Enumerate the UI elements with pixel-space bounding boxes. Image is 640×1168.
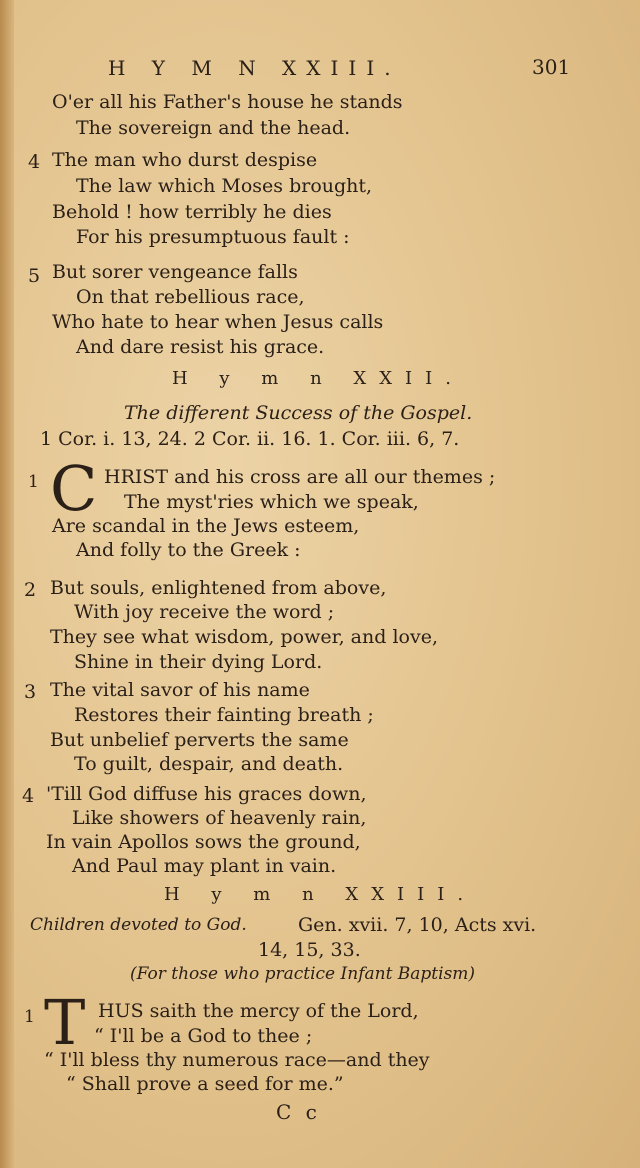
drop-cap: C bbox=[50, 452, 98, 525]
verse-line: In vain Apollos sows the ground, bbox=[46, 831, 361, 853]
hymn-title: H y m n XXII. bbox=[172, 368, 464, 389]
scripture-reference: 1 Cor. i. 13, 24. 2 Cor. ii. 16. 1. Cor. iii. 6, 7. bbox=[40, 428, 460, 450]
verse-line: On that rebellious race, bbox=[76, 286, 305, 308]
verse-line: O'er all his Father's house he stands bbox=[52, 91, 403, 113]
page-number: 301 bbox=[532, 55, 571, 79]
verse-line: But souls, enlightened from above, bbox=[50, 577, 387, 599]
verse-line: HUS saith the mercy of the Lord, bbox=[98, 1000, 419, 1022]
verse-line: And Paul may plant in vain. bbox=[72, 855, 337, 877]
drop-cap: T bbox=[44, 986, 86, 1059]
verse-number: 4 bbox=[22, 785, 35, 807]
verse-line: Shine in their dying Lord. bbox=[74, 651, 323, 673]
verse-line: With joy receive the word ; bbox=[74, 601, 335, 623]
hymn-subtitle: The different Success of the Gospel. bbox=[124, 402, 473, 424]
verse-line: “ I'll be a God to thee ; bbox=[94, 1025, 313, 1047]
scripture-reference-continued: 14, 15, 33. bbox=[258, 939, 361, 961]
verse-line: Like showers of heavenly rain, bbox=[72, 807, 367, 829]
verse-line: Who hate to hear when Jesus calls bbox=[52, 311, 384, 333]
verse-line: But sorer vengeance falls bbox=[52, 261, 298, 283]
verse-line: Behold ! how terribly he dies bbox=[52, 201, 332, 223]
hymn-title: H y m n XXIII. bbox=[164, 884, 477, 905]
scripture-reference: Gen. xvii. 7, 10, Acts xvi. bbox=[298, 914, 537, 936]
verse-number: 1 bbox=[24, 1007, 35, 1027]
verse-line: And dare resist his grace. bbox=[76, 336, 325, 358]
verse-line: Are scandal in the Jews esteem, bbox=[52, 515, 360, 537]
verse-line: They see what wisdom, power, and love, bbox=[50, 626, 438, 648]
verse-number: 3 bbox=[24, 681, 37, 703]
verse-line: “ Shall prove a seed for me.” bbox=[66, 1073, 344, 1095]
verse-line: Restores their fainting breath ; bbox=[74, 704, 374, 726]
verse-line: “ I'll bless thy numerous race—and they bbox=[44, 1049, 430, 1071]
hymn-note: (For those who practice Infant Baptism) bbox=[130, 964, 476, 984]
verse-line: But unbelief perverts the same bbox=[50, 729, 349, 751]
verse-line: And folly to the Greek : bbox=[76, 539, 301, 561]
verse-line: The vital savor of his name bbox=[50, 679, 310, 701]
hymn-subtitle: Children devoted to God. bbox=[30, 915, 247, 935]
verse-number: 4 bbox=[28, 151, 41, 173]
verse-number: 2 bbox=[24, 579, 37, 601]
verse-number: 5 bbox=[28, 265, 41, 287]
verse-line: To guilt, despair, and death. bbox=[74, 753, 344, 775]
verse-line: 'Till God diffuse his graces down, bbox=[46, 783, 367, 805]
verse-line: For his presumptuous fault : bbox=[76, 226, 350, 248]
verse-number: 1 bbox=[28, 472, 39, 492]
verse-line: The myst'ries which we speak, bbox=[124, 491, 419, 513]
verse-line: The sovereign and the head. bbox=[76, 117, 351, 139]
verse-line: The law which Moses brought, bbox=[76, 175, 373, 197]
running-head-title: H Y M N XXIII. bbox=[108, 56, 401, 80]
signature-mark: C c bbox=[276, 1100, 321, 1124]
verse-line: HRIST and his cross are all our themes ; bbox=[104, 466, 496, 488]
verse-line: The man who durst despise bbox=[52, 149, 318, 171]
